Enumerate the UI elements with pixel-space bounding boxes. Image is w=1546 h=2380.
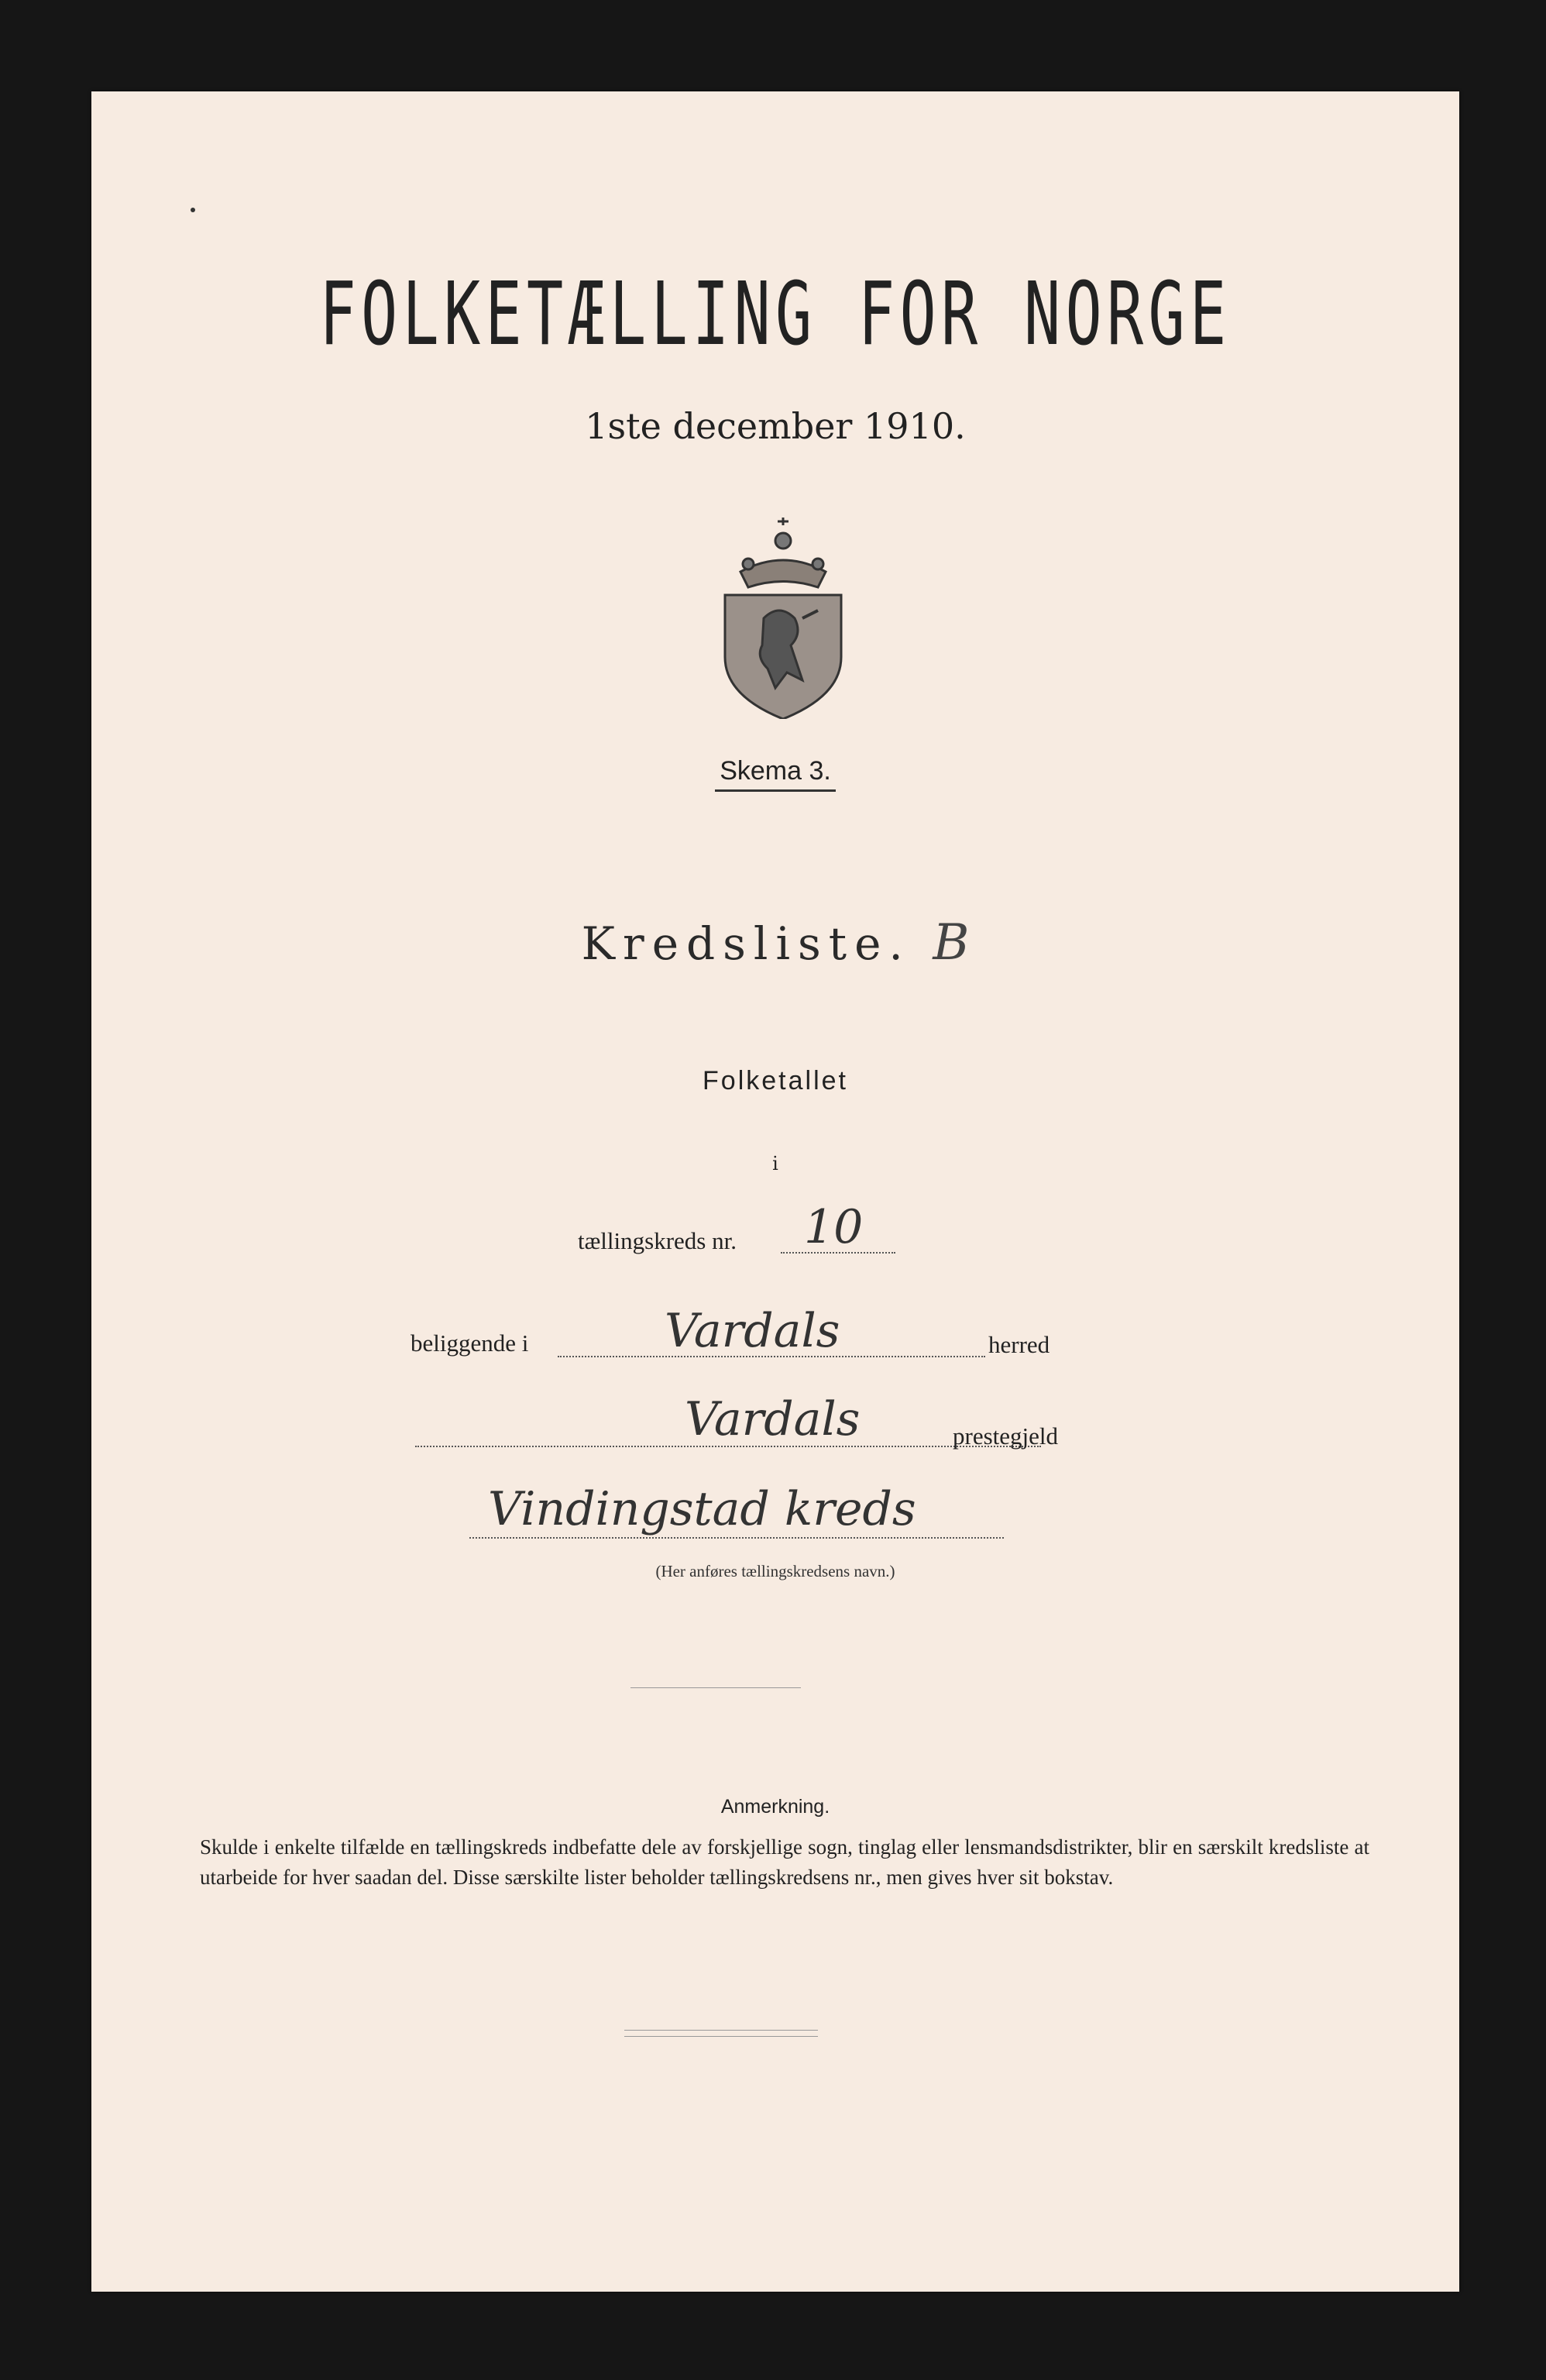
kreds-name-caption: (Her anføres tællingskredsens navn.) (655, 1562, 895, 1580)
prestegjeld-value: Vardals (685, 1392, 861, 1446)
divider (630, 1687, 801, 1688)
kredsliste-label: Kredsliste. (581, 917, 911, 970)
note-title: Anmerkning. (720, 1796, 830, 1818)
taellingskreds-value: 10 (804, 1200, 864, 1254)
beliggende-label: beliggende i (411, 1329, 529, 1357)
closing-rule-bottom (624, 2036, 818, 2037)
preposition-i: i (772, 1153, 778, 1175)
prestegjeld-label: prestegjeld (953, 1422, 1059, 1450)
herred-label: herred (988, 1331, 1050, 1358)
kreds-name-field-line (469, 1537, 1004, 1539)
schema-number: Skema 3. (91, 756, 1459, 792)
census-date: 1ste december 1910. (585, 405, 966, 447)
ink-speck (191, 208, 195, 212)
kreds-name-value: Vindingstad kreds (488, 1482, 916, 1536)
folketallet-heading: Folketallet (703, 1066, 848, 1095)
note-text: Skulde i enkelte tilfælde en tællingskreds indbefatte dele av forskjellige sogn, tinglag eller lensmandsdistrikter, blir en særskilt kredsliste at utarbeide for hver saadan del. Disse særskilte lister beholder tællingskredsens nr., men gives hver sit bokstav. (200, 1835, 1369, 1889)
herred-value: Vardals (665, 1304, 840, 1358)
kredsliste-letter: B (933, 914, 970, 972)
closing-rule-top (624, 2030, 818, 2031)
taellingskreds-label: tællingskreds nr. (578, 1227, 737, 1254)
norwegian-coat-of-arms-icon (694, 502, 872, 719)
census-form-page (91, 91, 1459, 2292)
kredsliste-heading (91, 914, 1459, 972)
page-title: FOLKETÆLLING FOR NORGE (319, 264, 1232, 365)
